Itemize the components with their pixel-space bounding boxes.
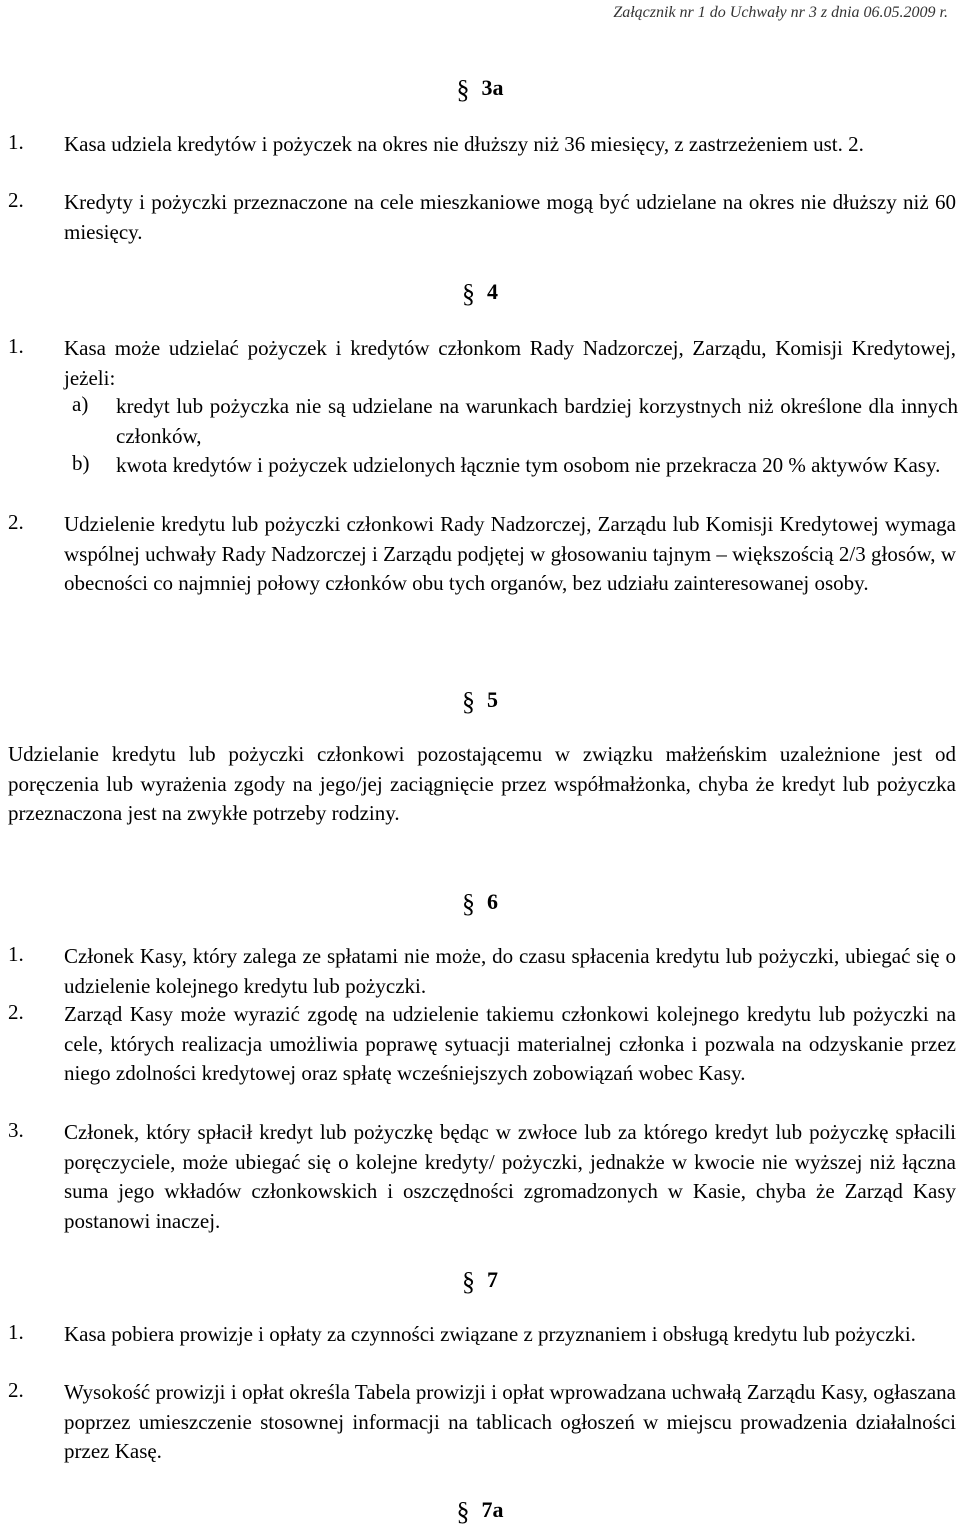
paragraph-sign: § bbox=[462, 1267, 475, 1296]
section-heading-3a bbox=[0, 72, 960, 102]
sub-item-text: kredyt lub pożyczka nie są udzielane na warunkach bardziej korzystnych niż określone dla innych członków, bbox=[116, 394, 958, 448]
section-number: 7a bbox=[481, 1497, 504, 1522]
paragraph-sign: § bbox=[462, 279, 475, 308]
sub-item-letter: b) bbox=[72, 451, 90, 475]
sub-item bbox=[72, 451, 958, 481]
paragraph-sign: § bbox=[462, 687, 475, 716]
item-number: 2. bbox=[8, 188, 24, 212]
list-item bbox=[8, 1378, 956, 1467]
section-number: 3a bbox=[481, 75, 504, 100]
item-text: Kredyty i pożyczki przeznaczone na cele mieszkaniowe mogą być udzielane na okres nie dłuższy niż 60 miesięcy. bbox=[64, 190, 956, 244]
item-text: Zarząd Kasy może wyrazić zgodę na udzielenie takiemu członkowi kolejnego kredytu lub pożyczki na cele, których realizacja umożliwia poprawę sytuacji materialnej członka i pozwala na odzyskanie przez niego zdolności kredytowej oraz spłatę wcześniejszych zobowiązań wobec Kasy. bbox=[64, 1002, 956, 1085]
item-number: 1. bbox=[8, 1320, 24, 1344]
attachment-header: Załącznik nr 1 do Uchwały nr 3 z dnia 06.05.2009 r. bbox=[613, 4, 948, 21]
list-item bbox=[8, 1320, 956, 1350]
section-heading-7a bbox=[0, 1494, 960, 1524]
item-number: 2. bbox=[8, 1000, 24, 1024]
item-text: Kasa pobiera prowizje i opłaty za czynności związane z przyznaniem i obsługą kredytu lub pożyczki. bbox=[64, 1322, 916, 1346]
item-number: 1. bbox=[8, 942, 24, 966]
paragraph-sign: § bbox=[462, 889, 475, 918]
list-item bbox=[8, 188, 956, 247]
paragraph-text: Udzielanie kredytu lub pożyczki członkowi pozostającemu w związku małżeńskim uzależnione jest od poręczenia lub wyrażenia zgody na jego/jej zaciągnięcie przez współmałżonka, chyba że kredyt lub pożyczka przeznaczona jest na zwykłe potrzeby rodziny. bbox=[8, 742, 956, 825]
item-text: Członek, który spłacił kredyt lub pożyczkę będąc w zwłoce lub za którego kredyt lub pożyczkę spłacili poręczyciele, może ubiegać się o kolejne kredyty/ pożyczki, jednakże w kwocie nie wyższej niż łączna suma jego wkładów członkowskich i oszczędności zgromadzonych w Kasie, chyba że Zarząd Kasy postanowi inaczej. bbox=[64, 1120, 956, 1233]
item-number: 2. bbox=[8, 510, 24, 534]
sub-item-letter: a) bbox=[72, 392, 89, 416]
section-heading-5 bbox=[0, 684, 960, 714]
list-item bbox=[8, 942, 956, 1001]
list-item bbox=[8, 510, 956, 599]
item-text: Kasa może udzielać pożyczek i kredytów członkom Rady Nadzorczej, Zarządu, Komisji Kredytowej, jeżeli: bbox=[64, 336, 956, 390]
paragraph-sign: § bbox=[456, 1497, 470, 1526]
section-number: 5 bbox=[487, 687, 498, 712]
item-number: 1. bbox=[8, 334, 24, 358]
item-number: 2. bbox=[8, 1378, 24, 1402]
list-item bbox=[8, 334, 956, 393]
section-heading-6 bbox=[0, 886, 960, 916]
item-text: Wysokość prowizji i opłat określa Tabela prowizji i opłat wprowadzana uchwałą Zarządu Kasy, ogłaszana poprzez umieszczenie stosownej informacji na tablicach ogłoszeń w miejscu prowadzenia działalności przez Kasę. bbox=[64, 1380, 956, 1463]
list-item bbox=[8, 1000, 956, 1089]
section-heading-7 bbox=[0, 1264, 960, 1294]
section-heading-4 bbox=[0, 276, 960, 306]
list-item bbox=[8, 1118, 956, 1236]
section-number: 7 bbox=[487, 1267, 498, 1292]
list-item bbox=[8, 130, 956, 160]
item-number: 1. bbox=[8, 130, 24, 154]
sub-item bbox=[72, 392, 958, 451]
section-number: 4 bbox=[487, 279, 498, 304]
section-number: 6 bbox=[487, 889, 498, 914]
item-text: Udzielenie kredytu lub pożyczki członkowi Rady Nadzorczej, Zarządu lub Komisji Kredytowej wymaga wspólnej uchwały Rady Nadzorczej i Zarządu podjętej w głosowaniu tajnym – większością 2/3 głosów, w obecności co najmniej połowy członków obu tych organów, bez udziału zainteresowanej osoby. bbox=[64, 512, 956, 595]
sub-item-text: kwota kredytów i pożyczek udzielonych łącznie tym osobom nie przekracza 20 % aktywów Kasy. bbox=[116, 453, 941, 477]
item-text: Kasa udziela kredytów i pożyczek na okres nie dłuższy niż 36 miesięcy, z zastrzeżeniem ust. 2. bbox=[64, 132, 864, 156]
paragraph-sign: § bbox=[456, 75, 470, 104]
item-number: 3. bbox=[8, 1118, 24, 1142]
item-text: Członek Kasy, który zalega ze spłatami nie może, do czasu spłacenia kredytu lub pożyczki, ubiegać się o udzielenie kolejnego kredytu lub pożyczki. bbox=[64, 944, 956, 998]
